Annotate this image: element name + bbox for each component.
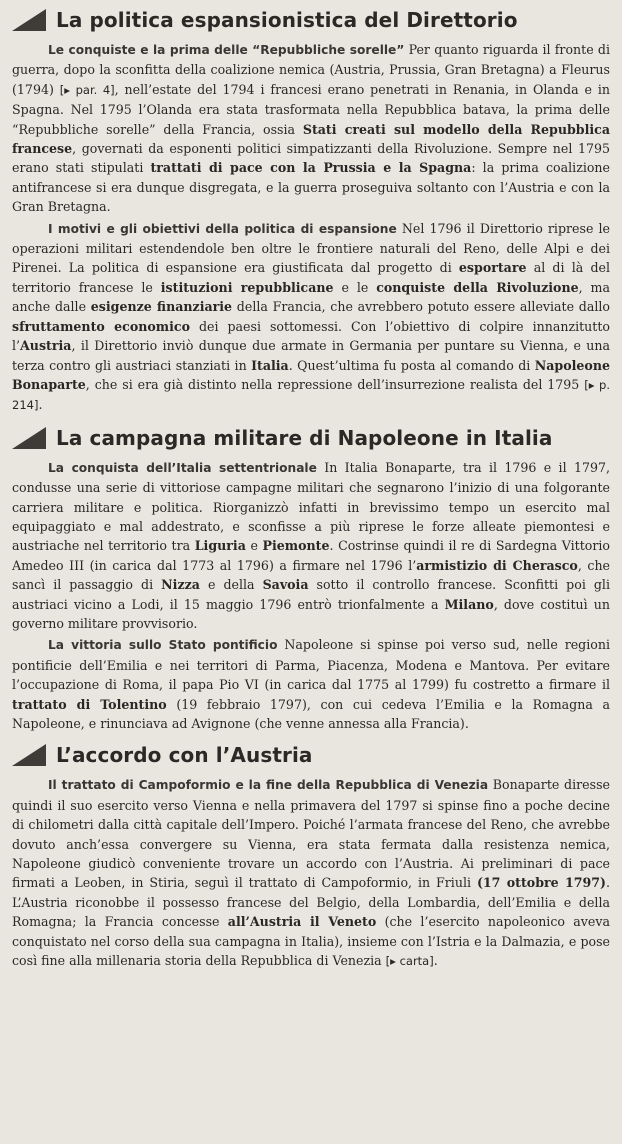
paragraph-lead: Il trattato di Campoformio e la fine della Repubblica di Venezia [48, 778, 489, 793]
section-accordo-austria [12, 743, 610, 971]
section-title: La politica espansionistica del Direttorio [56, 8, 518, 32]
cross-reference: [▸ carta] [385, 954, 434, 969]
paragraph: Il trattato di Campoformio e la fine della Repubblica di Venezia Bonaparte diresse quindi il suo esercito verso Vienna e nella primavera del 1797 si spinse fino a poche decine di chilometri dalla città capitale dell’Impero. Poiché l’armata francese del Reno, che avrebbe dovuto anch’essa convergere su Vienna, era stata fermata dalla resistenza nemica, Napoleone giudicò conveniente trovare un accordo con l’Austria. Ai preliminari di pace firmati a Leoben, in Stiria, seguì il trattato di Campoformio, in Friuli (17 ottobre 1797). L’Austria riconobbe il possesso francese del Belgio, della Lombardia, dell’Emilia e della Romagna; la Francia concesse all’Austria il Veneto (che l’esercito napoleonico aveva conquistato nel corso della sua campagna in Italia), insieme con l’Istria e la Dalmazia, e pose così fine alla millenaria storia della Repubblica di Venezia [▸ carta]. [12, 777, 610, 969]
section-politica-espansionistica [12, 8, 610, 416]
section-title: L’accordo con l’Austria [56, 743, 313, 768]
section-title: La campagna militare di Napoleone in Italia [56, 425, 553, 450]
cross-reference: [▸ p. 214] [12, 377, 611, 413]
paragraph: I motivi e gli obiettivi della politica di espansione Nel 1796 il Direttorio riprese le operazioni militari estendendole ben oltre le frontiere naturali del Reno, delle Alpi e dei Pirenei. La politica di espansione era giustificata dal progetto di esportare al di là del territorio francese le istituzioni repubblicane e le conquiste della Rivoluzione, ma anche dalle esigenze finanziarie della Francia, che avrebbero potuto essere alleviate dallo sfruttamento economico dei paesi sottomessi. Con l’obiettivo di colpire innanzitutto l’Austria, il Direttorio inviò dunque due armate in Germania per puntare su Vienna, e una terza contro gli austriaci stanziati in Italia. Quest’ultima fu posta al comando di Napoleone Bonaparte, che si era già distinto nella repressione dell’insurrezione realista del 1795 [▸ p. 214]. [12, 220, 611, 413]
paragraph-lead: Le conquiste e la prima delle “Repubbliche sorelle” [48, 43, 405, 57]
paragraph-lead: I motivi e gli obiettivi della politica di espansione [48, 221, 397, 236]
paragraph: Le conquiste e la prima delle “Repubbliche sorelle” Per quanto riguarda il fronte di guerra, dopo la sconfitta della coalizione nemica (Austria, Prussia, Gran Bretagna) a Fleurus (1794) [▸ par. 4], nell’estate del 1794 i francesi erano penetrati in Renania, in Olanda e in Spagna. Nel 1795 l’Olanda era stata trasformata nella Repubblica batava, la prima delle “Repubbliche sorelle” della Francia, ossia Stati creati sul modello della Repubblica francese, governati da esponenti politici simpatizzanti della Rivoluzione. Sempre nel 1795 erano stati stipulati trattati di pace con la Prussia e la Spagna: la prima coalizione antifrancese si era dunque disgregata, e la guerra proseguiva soltanto con l’Austria e con la Gran Bretagna. [12, 42, 611, 215]
wedge-marker-icon [12, 744, 46, 766]
section-campagna-italia [12, 426, 610, 734]
paragraph: La vittoria sullo Stato pontificio Napoleone si spinse poi verso sud, nelle regioni pontificie dell’Emilia e nei territori di Parma, Piacenza, Modena e Mantova. Per evitare l’occupazione di Roma, il papa Pio VI (in carica dal 1775 al 1799) fu costretto a firmare il trattato di Tolentino (19 febbraio 1797), con cui cedeva l’Emilia e la Romagna a Napoleone, e rinunciava ad Avignone (che venne annessa alla Francia). [12, 637, 610, 731]
section-heading [12, 426, 610, 450]
cross-reference: [▸ par. 4] [59, 82, 115, 97]
section-heading [12, 743, 610, 767]
wedge-marker-icon [12, 427, 46, 449]
paragraph: La conquista dell’Italia settentrionale In Italia Bonaparte, tra il 1796 e il 1797, condusse una serie di vittoriose campagne militari che segnarono l’inizio di una folgorante carriera militare e politica. Riorganizzò infatti in brevissimo tempo un esercito mal equipaggiato e mal addestrato, e sconfisse a più riprese le forze alleate piemontesi e austriache nel territorio tra Liguria e Piemonte. Costrinse quindi il re di Sardegna Vittorio Amedeo III (in carica dal 1773 al 1796) a firmare nel 1796 l’armistizio di Cherasco, che sancì il passaggio di Nizza e della Savoia sotto il controllo francese. Sconfitti poi gli austriaci vicino a Lodi, il 15 maggio 1796 entrò trionfalmente a Milano, dove costituì un governo militare provvisorio. [12, 459, 611, 631]
paragraph-lead: La vittoria sullo Stato pontificio [48, 638, 278, 653]
paragraph-lead: La conquista dell’Italia settentrionale [48, 460, 317, 475]
wedge-marker-icon [12, 9, 46, 31]
section-heading [12, 8, 610, 32]
